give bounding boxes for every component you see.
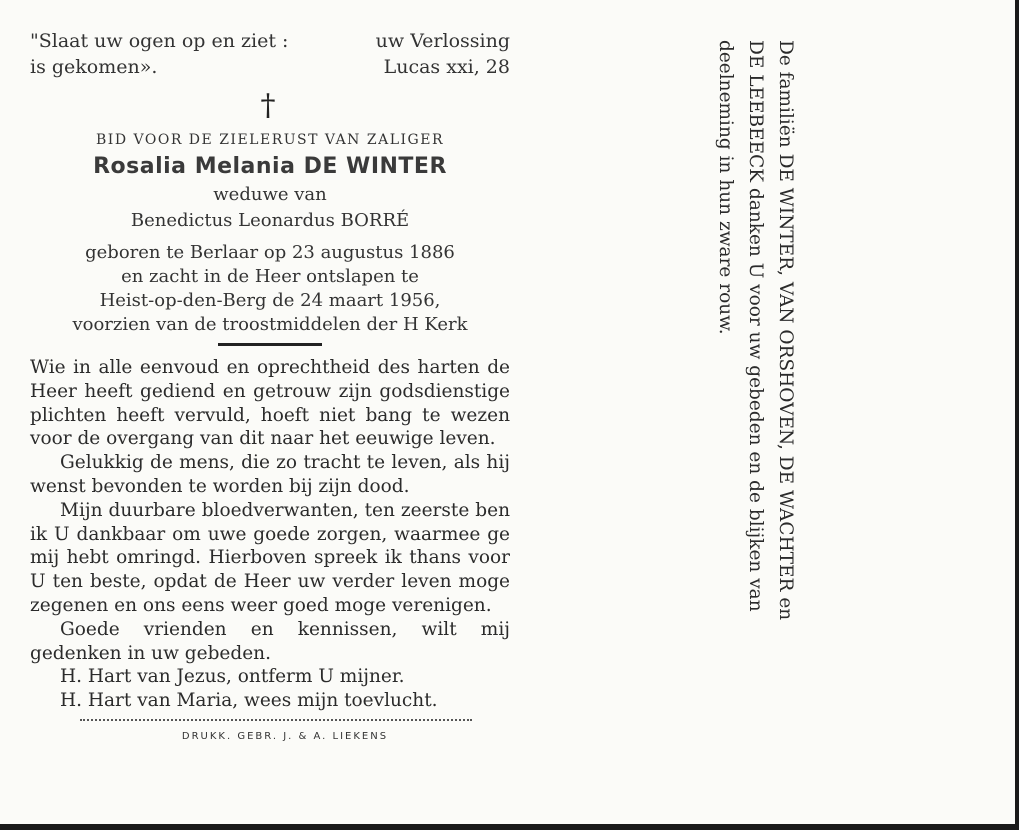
prayer-card-front — [30, 28, 510, 742]
detail-line: Heist-op-den-Berg de 24 maart 1956, — [99, 290, 441, 311]
paragraph: H. Hart van Jezus, ontferm U mijner. — [60, 666, 405, 688]
printer-credit: DRUKK. GEBR. J. & A. LIEKENS — [181, 730, 389, 742]
deceased-name: Rosalia Melania DE WINTER — [93, 154, 447, 179]
quote-line2-left: is gekomen». — [30, 56, 158, 78]
thanks-line: De familiën DE WINTER, VAN ORSHOVEN, DE WACHTER en — [775, 40, 796, 621]
spouse-name: Benedictus Leonardus BORRÉ — [130, 210, 410, 231]
prayer-heading: BID VOOR DE ZIELERUST VAN ZALIGER — [96, 132, 444, 148]
quote-reference: Lucas xxi, 28 — [383, 56, 510, 78]
quote-line1-left: "Slaat uw ogen op en ziet : — [30, 30, 289, 52]
widow-of: weduwe van — [213, 184, 327, 205]
thanks-text — [700, 40, 800, 800]
detail-line: geboren te Berlaar op 23 augustus 1886 — [85, 242, 455, 263]
paragraph: H. Hart van Maria, wees mijn toevlucht. — [60, 690, 438, 712]
thanks-line: DE LEEBEECK danken U voor uw gebeden en de blijken van — [745, 40, 766, 612]
detail-line: en zacht in de Heer ontslapen te — [121, 266, 419, 287]
paragraph: Wie in alle eenvoud en oprechtheid des harten de Heer heeft gediend en getrouw zijn godsdienstige plichten heeft vervuld, hoeft niet bang te wezen voor de overgang van dit naar het eeuwige leven. — [30, 357, 510, 450]
bible-quote — [30, 28, 510, 80]
life-details — [30, 241, 510, 337]
detail-line: voorzien van de troostmiddelen der H Kerk — [72, 314, 468, 335]
thanks-line: deelneming in hun zware rouw. — [715, 40, 736, 335]
divider — [218, 343, 322, 346]
memorial-text — [30, 356, 510, 713]
paragraph: Goede vrienden en kennissen, wilt mij gedenken in uw gebeden. — [30, 618, 510, 664]
quote-line1-right: uw Verlossing — [375, 30, 510, 52]
paragraph: Gelukkig de mens, die zo tracht te leven, als hij wenst bevonden te worden bij zijn dood. — [30, 452, 510, 497]
paragraph: Mijn duurbare bloedverwanten, ten zeerste ben ik U dankbaar om uwe goede zorgen, waarmee ge mij hebt omringd. Hierboven spreek ik thans voor U ten beste, opdat de Heer uw verder leven moge zegenen en ons eens weer goed moge verenigen. — [30, 499, 510, 616]
cross-icon: † — [260, 88, 276, 123]
dotted-rule — [80, 719, 472, 721]
